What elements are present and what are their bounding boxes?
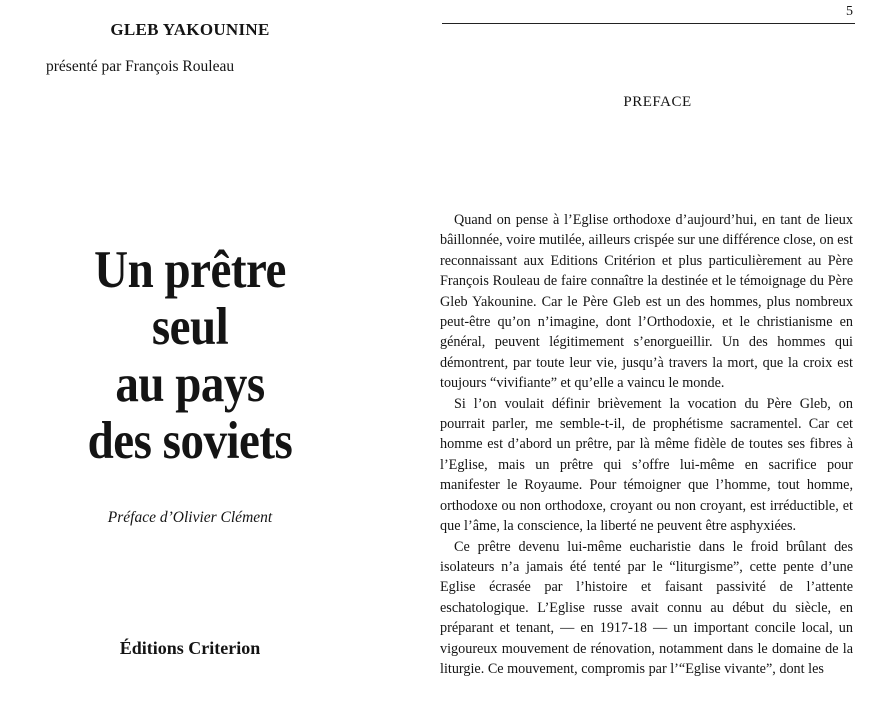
publisher-name: Éditions Criterion <box>119 638 261 658</box>
preface-body <box>440 210 853 679</box>
book-title-line: Un prêtre <box>94 240 286 300</box>
preface-credit: Préface d’Olivier Clément <box>107 509 273 526</box>
paragraph: Quand on pense à l’Eglise orthodoxe d’aujourd’hui, en tant de lieux bâillonnée, voire mutilée, ailleurs crispée sur une différence close, on est reconnaissant aux Editions Critérion et plus particulièrement au Père François Rouleau de faire connaître la destinée et le témoignage du Père Gleb Yakounine. Car le Père Gleb est un des hommes, plus nombreux peut-être qu’on n’imagine, dont l’Orthodoxie, et le christianisme en général, peuvent légitimement s’enorgueillir. Un des hommes qui démontrent, par toute leur vie, jusqu’à travers la mort, que la croix est toujours “vivifiante” et qu’elle a vaincu le monde. <box>440 212 853 392</box>
book-title-line: au pays <box>115 355 265 414</box>
book-title-line: seul <box>151 298 229 357</box>
right-page <box>440 0 875 720</box>
book-title <box>0 242 380 470</box>
section-title: PREFACE <box>623 94 692 110</box>
presenter-line: présenté par François Rouleau <box>46 58 235 75</box>
author-name: GLEB YAKOUNINE <box>110 20 270 39</box>
header-rule <box>442 23 855 24</box>
paragraph: Si l’on voulait définir brièvement la vocation du Père Gleb, on pourrait parler, me semble-t-il, de prophétisme sacramentel. Car cet homme est d’abord un prêtre, par là même fidèle de toutes ses fibres à l’Eglise, mais un prêtre qui s’offre lui-même en sacrifice pour manifester le Royaume. Pour témoigner que l’homme, tout homme, orthodoxe ou non orthodoxe, croyant ou non croyant, est irréductible, et que l’âme, la conscience, la liberté ne peuvent être asphyxiées. <box>440 395 853 535</box>
paragraph: Ce prêtre devenu lui-même eucharistie dans le froid brûlant des isolateurs n’a jamais été tenté par le “liturgisme”, cette pente d’une Eglise écrasée par l’histoire et faisant passivité de l’attente eschatologique. L’Eglise russe avait connu au début du siècle, en préparant et tenant, — en 1917-18 — un important concile local, un vigoureux mouvement de rénovation, notamment dans le domaine de la liturgie. Ce mouvement, compromis par l’“Eglise vivante”, dont les <box>440 538 853 677</box>
page-number: 5 <box>846 4 853 19</box>
book-title-line: des soviets <box>87 412 293 471</box>
